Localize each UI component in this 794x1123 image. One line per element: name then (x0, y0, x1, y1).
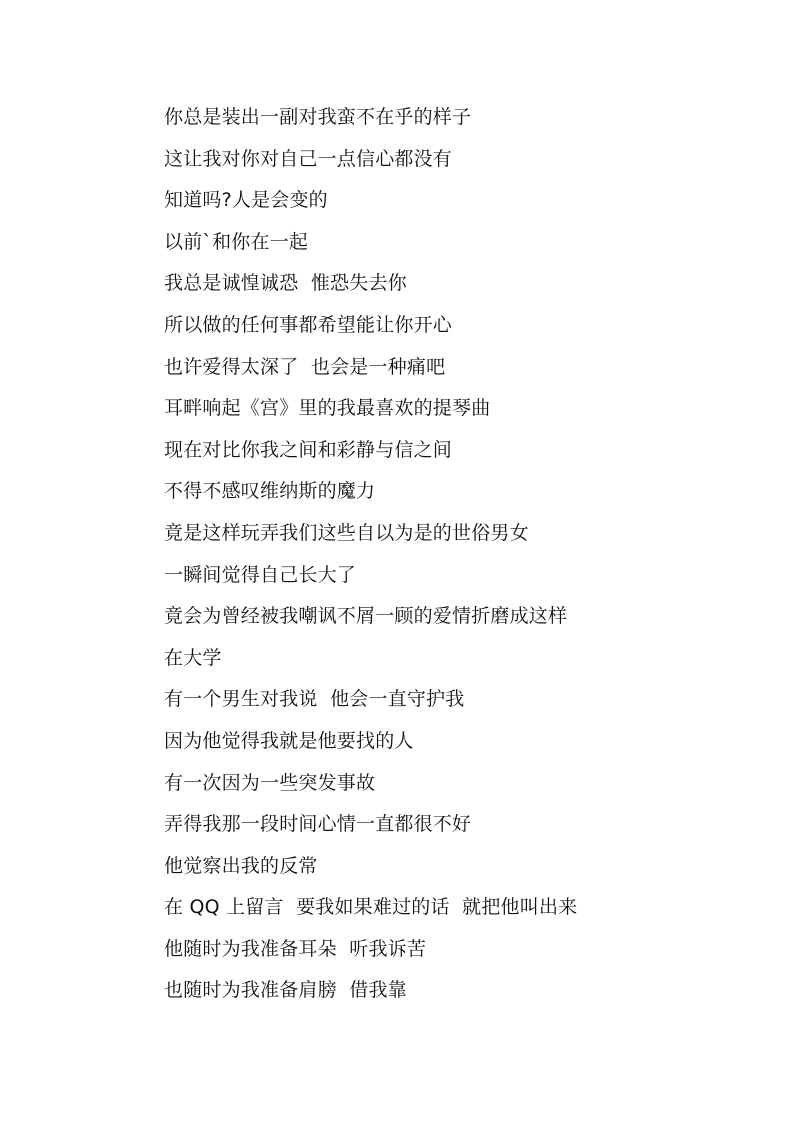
text-line: 也许爱得太深了 也会是一种痛吧 (164, 355, 446, 378)
text-line: 竟会为曾经被我嘲讽不屑一顾的爱情折磨成这样 (164, 605, 568, 628)
text-line: 不得不感叹维纳斯的魔力 (164, 480, 376, 503)
text-line: 知道吗?人是会变的 (164, 189, 328, 212)
text-line: 现在对比你我之间和彩静与信之间 (164, 438, 453, 461)
text-line: 弄得我那一段时间心情一直都很不好 (164, 813, 472, 836)
text-line: 以前`和你在一起 (164, 230, 309, 253)
text-line: 所以做的任何事都希望能让你开心 (164, 313, 453, 336)
text-line: 耳畔响起《宫》里的我最喜欢的提琴曲 (164, 397, 491, 420)
text-line: 一瞬间觉得自己长大了 (164, 563, 357, 586)
text-line: 你总是装出一副对我蛮不在乎的样子 (164, 106, 472, 128)
text-line: 也随时为我准备肩膀 借我靠 (164, 979, 407, 1002)
text-line: 因为他觉得我就是他要找的人 (164, 729, 414, 752)
text-body (164, 102, 764, 1017)
text-line: 有一次因为一些突发事故 (164, 771, 376, 794)
text-line: 有一个男生对我说 他会一直守护我 (164, 688, 465, 711)
text-line: 我总是诚惶诚恐 惟恐失去你 (164, 272, 407, 295)
text-line: 竟是这样玩弄我们这些自以为是的世俗男女 (164, 521, 529, 544)
text-line: 在 QQ 上留言 要我如果难过的话 就把他叫出来 (164, 896, 578, 919)
text-line: 这让我对你对自己一点信心都没有 (164, 147, 453, 170)
text-line: 他随时为我准备耳朵 听我诉苦 (164, 937, 427, 960)
text-line: 在大学 (164, 646, 222, 669)
text-line: 他觉察出我的反常 (164, 854, 318, 877)
